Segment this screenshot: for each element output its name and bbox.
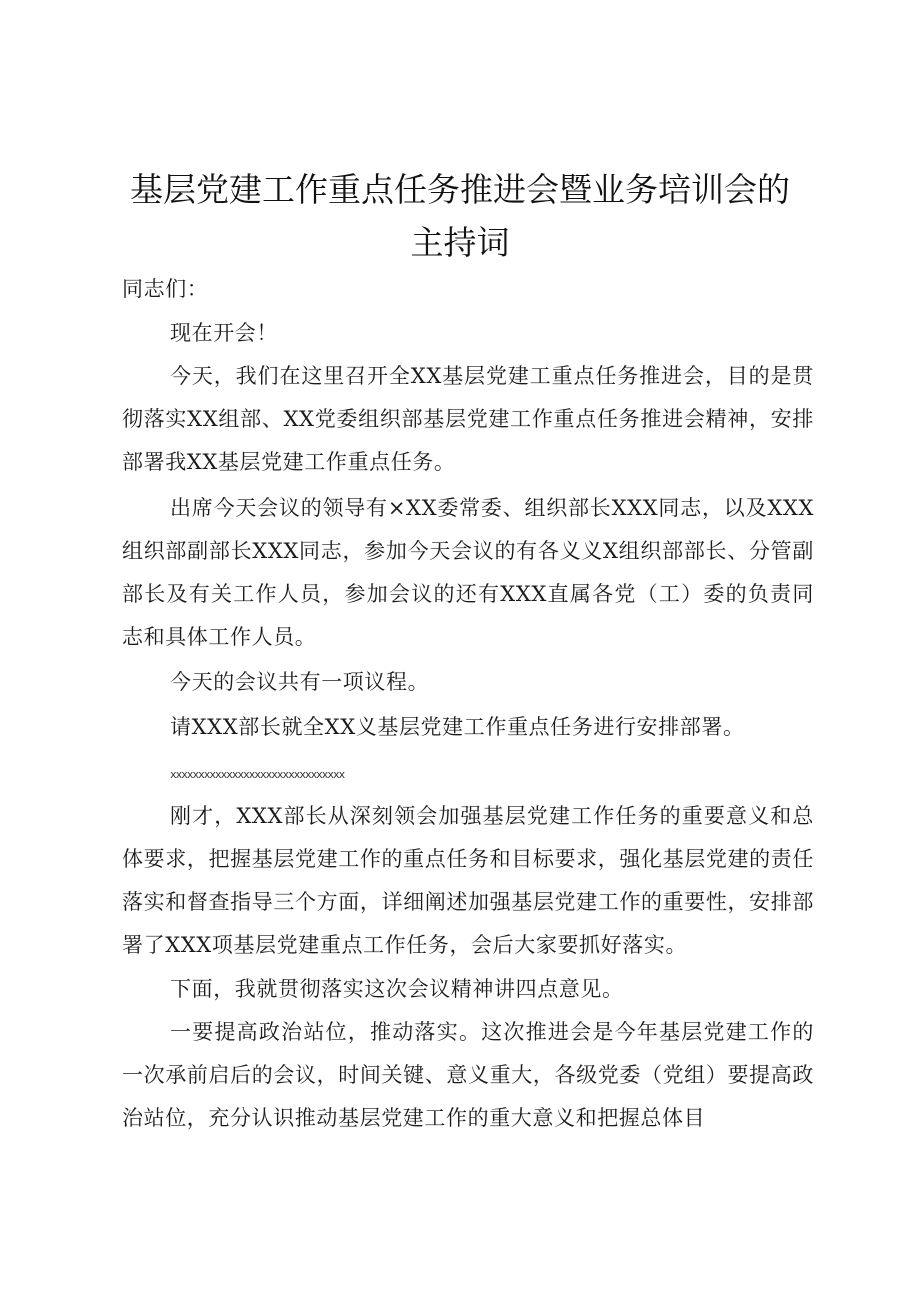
document-title-line2: 主持词 bbox=[410, 223, 510, 262]
paragraph-attendees: 出席今天会议的领导有×XX委常委、组织部长XXX同志，以及XXX组织部副部长XXX同志，参加今天会议的有各义义X组织部部长、分管副部长及有关工作人员，参加会议的还有XXX直属各党（工）委的负责同志和具体工作人员。 bbox=[122, 496, 814, 649]
paragraph-agenda-item: 请XXX部长就全XX义基层党建工作重点任务进行安排部署。 bbox=[170, 715, 745, 739]
section-divider: xxxxxxxxxxxxxxxxxxxxxxxxxxxxxxx bbox=[170, 768, 345, 781]
paragraph-four-points: 下面，我就贯彻落实这次会议精神讲四点意见。 bbox=[170, 977, 624, 1001]
document-title-line1: 基层党建工作重点任务推进会暨业务培训会的 bbox=[130, 170, 790, 209]
paragraph-open-meeting: 现在开会！ bbox=[170, 321, 278, 345]
salutation: 同志们： bbox=[122, 277, 209, 301]
paragraph-point-one: 一要提高政治站位，推动落实。这次推进会是今年基层党建工作的一次承前启后的会议，时间关键、意义重大，各级党委（党组）要提高政治站位，充分认识推动基层党建工作的重大意义和把握总体目 bbox=[122, 1020, 814, 1130]
paragraph-summary: 刚才，XXX部长从深刻领会加强基层党建工作任务的重要意义和总体要求，把握基层党建工作的重点任务和目标要求，强化基层党建的责任落实和督查指导三个方面，详细阐述加强基层党建工作的重要性，安排部署了XXX项基层党建重点工作任务，会后大家要抓好落实。 bbox=[122, 804, 814, 957]
paragraph-agenda: 今天的会议共有一项议程。 bbox=[170, 670, 430, 694]
paragraph-meeting-purpose: 今天，我们在这里召开全XX基层党建工重点任务推进会，目的是贯彻落实XX组部、XX党委组织部基层党建工作重点任务推进会精神，安排部署我XX基层党建工作重点任务。 bbox=[122, 364, 814, 474]
